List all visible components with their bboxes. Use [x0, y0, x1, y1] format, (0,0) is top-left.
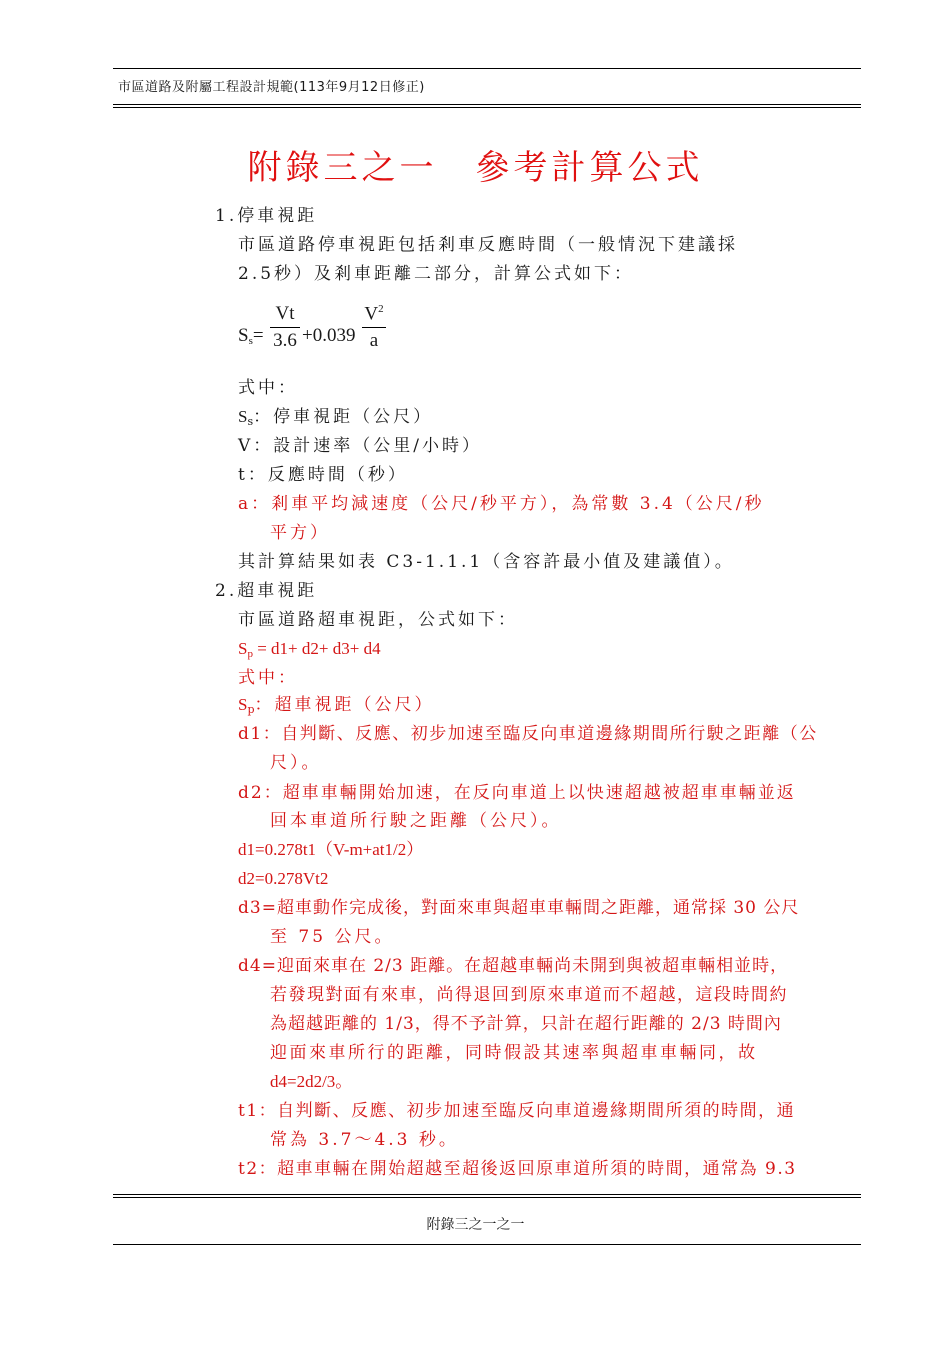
definition-d4-continued: d4=2d2/3。: [270, 1072, 353, 1091]
page-footer: 附錄三之一之一: [426, 1217, 525, 1233]
definition-ss: [238, 406, 433, 433]
formula-d1: d1=0.278t1（V-m+at1/2）: [238, 840, 424, 859]
passing-sight-distance-formula: [238, 638, 381, 665]
page-title: 附錄三之一 參考計算公式: [247, 148, 704, 188]
symbol-subscript: p: [247, 703, 255, 716]
formula-d2: d2=0.278Vt2: [238, 869, 329, 888]
fraction-denominator: a: [369, 330, 379, 352]
symbol: S: [238, 639, 248, 658]
header-top-rule: [113, 68, 861, 69]
fraction-denominator: 3.6: [273, 330, 297, 351]
symbol-subscript: p: [247, 648, 253, 660]
fraction-numerator: Vt: [275, 303, 295, 324]
definition-d1: d1：自判斷、反應、初步加速至臨反向車道邊緣期間所行駛之距離（公: [238, 724, 818, 744]
footer-top-rule-2: [113, 1197, 861, 1198]
paragraph-line: 市區道路停車視距包括剎車反應時間（一般情況下建議採: [238, 235, 738, 255]
definition-d4-continued: 迎面來車所行的距離，同時假設其速率與超車車輛同，故: [270, 1043, 758, 1063]
definition-d3-continued: 至 75 公尺。: [270, 927, 395, 947]
formula-lhs-symbol: S: [238, 325, 249, 346]
formula-text: = d1+ d2+ d3+ d4: [252, 639, 381, 658]
paragraph-line: 市區道路超車視距，公式如下：: [238, 610, 518, 630]
numerator-symbol: V: [364, 303, 379, 325]
definition-d3: d3=超車動作完成後，對面來車與超車車輛間之距離，通常採 30 公尺: [238, 898, 800, 918]
running-header: 市區道路及附屬工程設計規範(113年9月12日修正): [118, 80, 425, 95]
definition-text: ：停車視距（公尺）: [253, 407, 434, 427]
definition-d4-continued: 為超越距離的 1/3，得不予計算，只計在超行距離的 2/3 時間內: [270, 1014, 782, 1034]
definition-a-continued: 平方）: [270, 523, 330, 543]
symbol: S: [238, 695, 248, 714]
fraction-bar: [362, 327, 386, 328]
where-label: 式中：: [238, 668, 298, 688]
formula-equals: =: [252, 325, 264, 346]
header-bottom-rule-2: [113, 107, 861, 108]
symbol: S: [238, 407, 248, 426]
formula-plus-term: +0.039: [302, 325, 356, 346]
definition-d1-continued: 尺）。: [270, 753, 322, 773]
fraction-numerator: [362, 303, 386, 325]
definition-t1: t1：自判斷、反應、初步加速至臨反向車道邊緣期間所須的時間，通: [238, 1101, 796, 1121]
formula-lhs: [238, 325, 264, 347]
result-reference: 其計算結果如表 C3-1.1.1（含容許最小值及建議值）。: [238, 552, 735, 572]
fraction-vt-over-3.6: [270, 303, 300, 352]
definition-text: ：超車視距（公尺）: [254, 695, 435, 715]
numerator-exponent: 2: [378, 303, 384, 315]
formula-lhs-subscript: s: [248, 335, 253, 347]
fraction-bar: [270, 327, 300, 328]
fraction-v2-over-a: [362, 303, 386, 352]
footer-bottom-rule: [113, 1244, 861, 1245]
definition-t: t：反應時間（秒）: [238, 465, 408, 485]
definition-d2-continued: 回本車道所行駛之距離（公尺）。: [270, 811, 562, 831]
paragraph-line: 2.5秒）及剎車距離二部分，計算公式如下：: [238, 264, 635, 284]
definition-t1-continued: 常為 3.7～4.3 秒。: [270, 1130, 459, 1150]
definition-sp: [238, 694, 435, 721]
header-bottom-rule-1: [113, 104, 861, 105]
section-heading-passing-sight-distance: 2.超車視距: [215, 581, 318, 601]
definition-a: a：剎車平均減速度（公尺/秒平方），為常數 3.4（公尺/秒: [238, 494, 765, 514]
where-label: 式中：: [238, 378, 298, 398]
section-heading-stopping-sight-distance: 1.停車視距: [215, 206, 318, 226]
definition-d2: d2：超車車輛開始加速，在反向車道上以快速超越被超車車輛並返: [238, 783, 796, 803]
definition-t2: t2：超車車輛在開始超越至超後返回原車道所須的時間，通常為 9.3: [238, 1159, 797, 1179]
symbol-subscript: s: [247, 415, 254, 428]
definition-v: V：設計速率（公里/小時）: [238, 436, 483, 456]
footer-top-rule-1: [113, 1194, 861, 1195]
definition-d4-continued: 若發現對面有來車，尚得退回到原來車道而不超越，這段時間約: [270, 985, 788, 1005]
definition-d4: d4=迎面來車在 2/3 距離。在超越車輛尚未開到與被超車輛相並時，: [238, 956, 789, 976]
